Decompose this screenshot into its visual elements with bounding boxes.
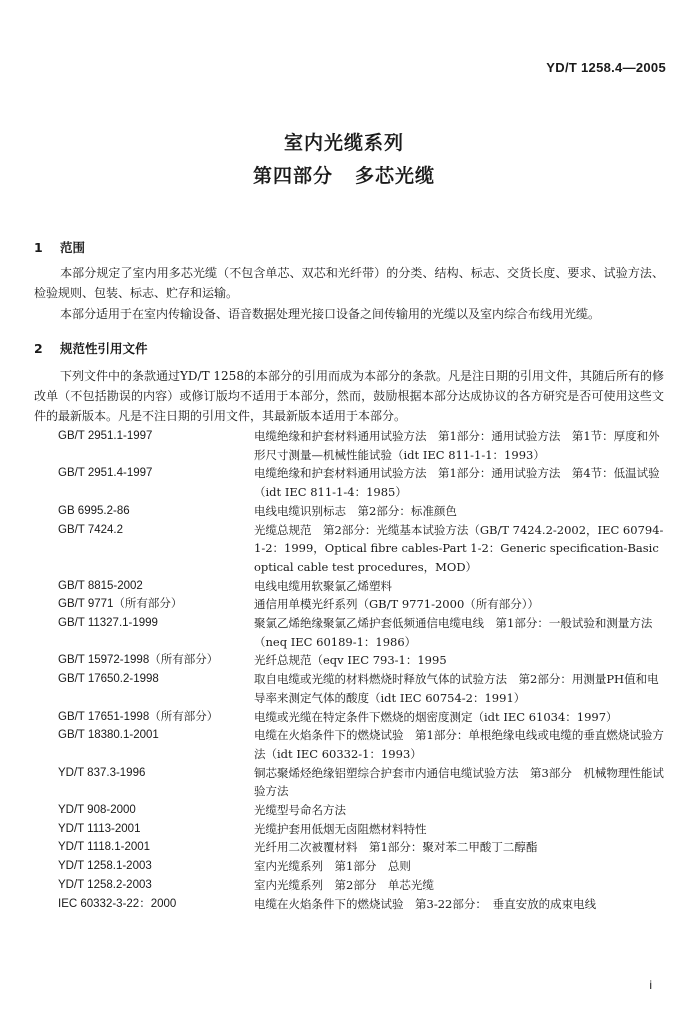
reference-code: YD/T 908-2000 <box>58 804 136 817</box>
reference-code: YD/T 1258.2-2003 <box>58 878 152 891</box>
reference-title: 室内光缆系列 第2部分 单芯光缆 <box>254 877 434 892</box>
reference-code: YD/T 1118.1-2001 <box>58 841 151 854</box>
reference-code: GB/T 11327.1-1999 <box>58 617 158 630</box>
reference-code: GB/T 17650.2-1998 <box>58 673 159 686</box>
reference-title: 电线电缆识别标志 第2部分：标准颜色 <box>254 503 457 518</box>
reference-code: IEC 60332-3-22：2000 <box>58 897 177 910</box>
scope-paragraph-1 <box>34 263 664 303</box>
reference-title: 取自电缆或光缆的材料燃烧时释放气体的试验方法 第2部分：用测量PH值和电导率来测定气体的酸度（idt IEC 60754-2：1991） <box>254 672 659 705</box>
section-title: 范围 <box>60 240 86 255</box>
section-2-heading <box>34 339 148 357</box>
reference-item <box>58 670 668 707</box>
reference-item <box>58 651 668 670</box>
reference-item <box>58 820 668 839</box>
reference-code: GB/T 9771（所有部分） <box>58 598 183 611</box>
paragraph-text: 下列文件中的条款通过YD/T 1258的本部分的引用而成为本部分的条款。凡是注日期的引用文件，其随后所有的修改单（不包括勘误的内容）或修订版均不适用于本部分，然而，鼓励根据本部分达成协议的各方研究是否可使用这些文件的最新版本。凡是不注日期的引用文件，其最新版本适用于本部分。 <box>34 369 664 423</box>
reference-item <box>58 521 668 577</box>
reference-item <box>58 614 668 651</box>
reference-code: YD/T 1258.1-2003 <box>58 860 152 873</box>
section-title: 规范性引用文件 <box>60 341 148 356</box>
reference-title: 室内光缆系列 第1部分 总则 <box>254 859 411 874</box>
reference-item <box>58 595 668 614</box>
part-name: 多芯光缆 <box>355 165 436 187</box>
reference-title: 光缆型号命名方法 <box>254 803 346 818</box>
scope-paragraph-2 <box>34 304 664 324</box>
reference-title: 光缆护套用低烟无卤阻燃材料特性 <box>254 821 427 836</box>
section-number: 1 <box>34 240 43 255</box>
reference-item <box>58 801 668 820</box>
reference-title: 电缆或光缆在特定条件下燃烧的烟密度测定（idt IEC 61034：1997） <box>254 709 618 724</box>
document-subtitle <box>0 161 688 188</box>
reference-title: 光纤用二次被覆材料 第1部分：聚对苯二甲酸丁二醇酯 <box>254 840 538 855</box>
reference-item <box>58 726 668 763</box>
reference-code: GB 6995.2-86 <box>58 504 130 517</box>
reference-item <box>58 764 668 801</box>
reference-title: 聚氯乙烯绝缘聚氯乙烯护套低频通信电缆电线 第1部分：一般试验和测量方法（neq IEC 60189-1：1986） <box>254 616 653 649</box>
reference-title: 电缆在火焰条件下的燃烧试验 第3-22部分： 垂直安放的成束电线 <box>254 896 597 911</box>
reference-title: 光缆总规范 第2部分：光缆基本试验方法（GB/T 7424.2-2002，IEC 60794-1-2：1999，Optical fibre cables-Part 1-2：Generic specification-Basic optical cable test procedures，MOD） <box>254 522 664 574</box>
reference-item <box>58 427 668 464</box>
reference-code: GB/T 17651-1998（所有部分） <box>58 710 219 723</box>
reference-code: GB/T 7424.2 <box>58 523 123 536</box>
reference-item <box>58 857 668 876</box>
reference-code: GB/T 2951.1-1997 <box>58 430 153 442</box>
document-title: 室内光缆系列 <box>283 132 404 154</box>
paragraph-text: 本部分规定了室内用多芯光缆（不包含单芯、双芯和光纤带）的分类、结构、标志、交货长度、要求、试验方法、检验规则、包装、标志、贮存和运输。 <box>34 266 664 300</box>
reference-code: YD/T 837.3-1996 <box>58 766 146 779</box>
reference-title: 光纤总规范（eqv IEC 793-1：1995 <box>254 653 447 668</box>
reference-item <box>58 876 668 895</box>
reference-item <box>58 708 668 727</box>
reference-item <box>58 464 668 501</box>
reference-item <box>58 577 668 596</box>
reference-code: GB/T 15972-1998（所有部分） <box>58 654 219 667</box>
page-number: i <box>649 978 652 992</box>
reference-title: 电缆在火焰条件下的燃烧试验 第1部分：单根绝缘电线或电缆的垂直燃烧试验方法（idt IEC 60332-1：1993） <box>254 728 664 761</box>
reference-title: 通信用单模光纤系列（GB/T 9771-2000（所有部分）） <box>254 597 540 612</box>
reference-code: GB/T 8815-2002 <box>58 579 143 592</box>
standard-code: YD/T 1258.4—2005 <box>546 60 666 75</box>
reference-title: 电线电缆用软聚氯乙烯塑料 <box>254 578 392 593</box>
section-number: 2 <box>34 341 43 356</box>
section-1-heading <box>34 238 85 256</box>
reference-item <box>58 895 668 914</box>
reference-title: 电缆绝缘和护套材料通用试验方法 第1部分：通用试验方法 第1节：厚度和外形尺寸测量—机械性能试验（idt IEC 811-1-1：1993） <box>254 429 660 462</box>
reference-code: GB/T 2951.4-1997 <box>58 467 153 480</box>
references-intro <box>34 366 664 426</box>
reference-title: 铜芯聚烯烃绝缘铝塑综合护套市内通信电缆试验方法 第3部分 机械物理性能试验方法 <box>254 765 664 799</box>
reference-code: YD/T 1113-2001 <box>58 822 141 835</box>
reference-code: GB/T 18380.1-2001 <box>58 729 159 742</box>
reference-item <box>58 838 668 857</box>
part-label: 第四部分 <box>252 165 333 187</box>
reference-item <box>58 502 668 521</box>
reference-title: 电缆绝缘和护套材料通用试验方法 第1部分：通用试验方法 第4节：低温试验（idt IEC 811-1-4：1985） <box>254 466 660 500</box>
reference-list <box>58 427 668 913</box>
paragraph-text: 本部分适用于在室内传输设备、语音数据处理光接口设备之间传输用的光缆以及室内综合布线用光缆。 <box>60 307 601 321</box>
